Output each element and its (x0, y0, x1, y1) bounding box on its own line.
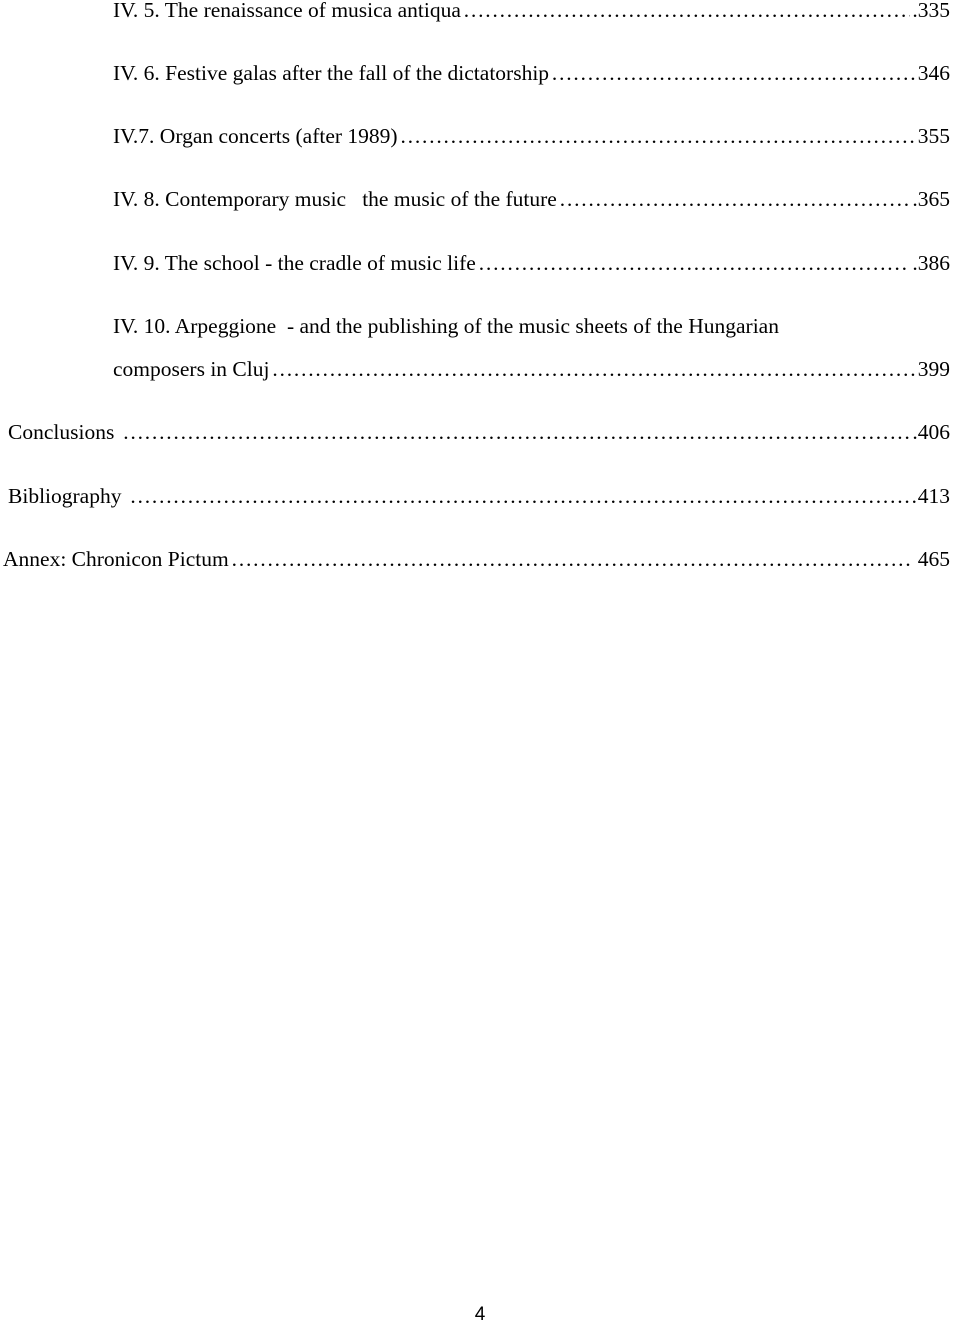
dot-leader (463, 0, 911, 24)
dot-leader (122, 418, 910, 446)
toc-entry-festive-galas (113, 59, 950, 87)
toc-entry-title: Conclusions (8, 420, 115, 444)
toc-entry-title: IV. 6. Festive galas after the fall of the dictatorship (113, 61, 550, 85)
dot-leader (478, 249, 911, 277)
toc-entry-annex (3, 545, 950, 573)
toc-entry-title: IV. 8. Contemporary music the music of the future (113, 187, 557, 211)
toc-entry-contemporary-music (113, 185, 950, 213)
toc-entry-page: .386 (912, 251, 950, 275)
toc-entry-arpeggione-line1: IV. 10. Arpeggione - and the publishing of the music sheets of the Hungarian (113, 314, 779, 338)
toc-entry-organ-concerts (113, 122, 950, 150)
toc-entry-school-cradle (113, 249, 950, 277)
toc-entry-page: .365 (912, 187, 950, 211)
dot-leader (559, 185, 911, 213)
toc-entry-title: composers in Cluj (113, 357, 270, 381)
dot-leader (231, 545, 911, 573)
toc-entry-title: IV. 9. The school - the cradle of music life (113, 251, 476, 275)
toc-entry-page: .406 (912, 420, 950, 444)
toc-entry-page: 346 (917, 61, 950, 85)
toc-entry-musica-antiqua (113, 0, 950, 24)
toc-entry-title: Bibliography (8, 484, 122, 508)
toc-entry-bibliography (8, 482, 950, 510)
toc-entry-title: IV. 5. The renaissance of musica antiqua (113, 0, 461, 22)
toc-entry-page: .335 (912, 0, 950, 22)
dot-leader (271, 355, 915, 383)
dot-leader (400, 122, 916, 150)
toc-entry-page: 465 (912, 547, 950, 571)
dot-leader (129, 482, 915, 510)
toc-entry-page: 413 (917, 484, 950, 508)
toc-entry-page: 399 (917, 357, 950, 381)
toc-entry-conclusions (8, 418, 950, 446)
page-number: 4 (474, 1304, 486, 1325)
dot-leader (551, 59, 916, 87)
toc-entry-page: 355 (917, 124, 950, 148)
toc-entry-arpeggione (113, 355, 950, 383)
toc-entry-title: IV.7. Organ concerts (after 1989) (113, 124, 398, 148)
toc-entry-title: Annex: Chronicon Pictum (3, 547, 229, 571)
